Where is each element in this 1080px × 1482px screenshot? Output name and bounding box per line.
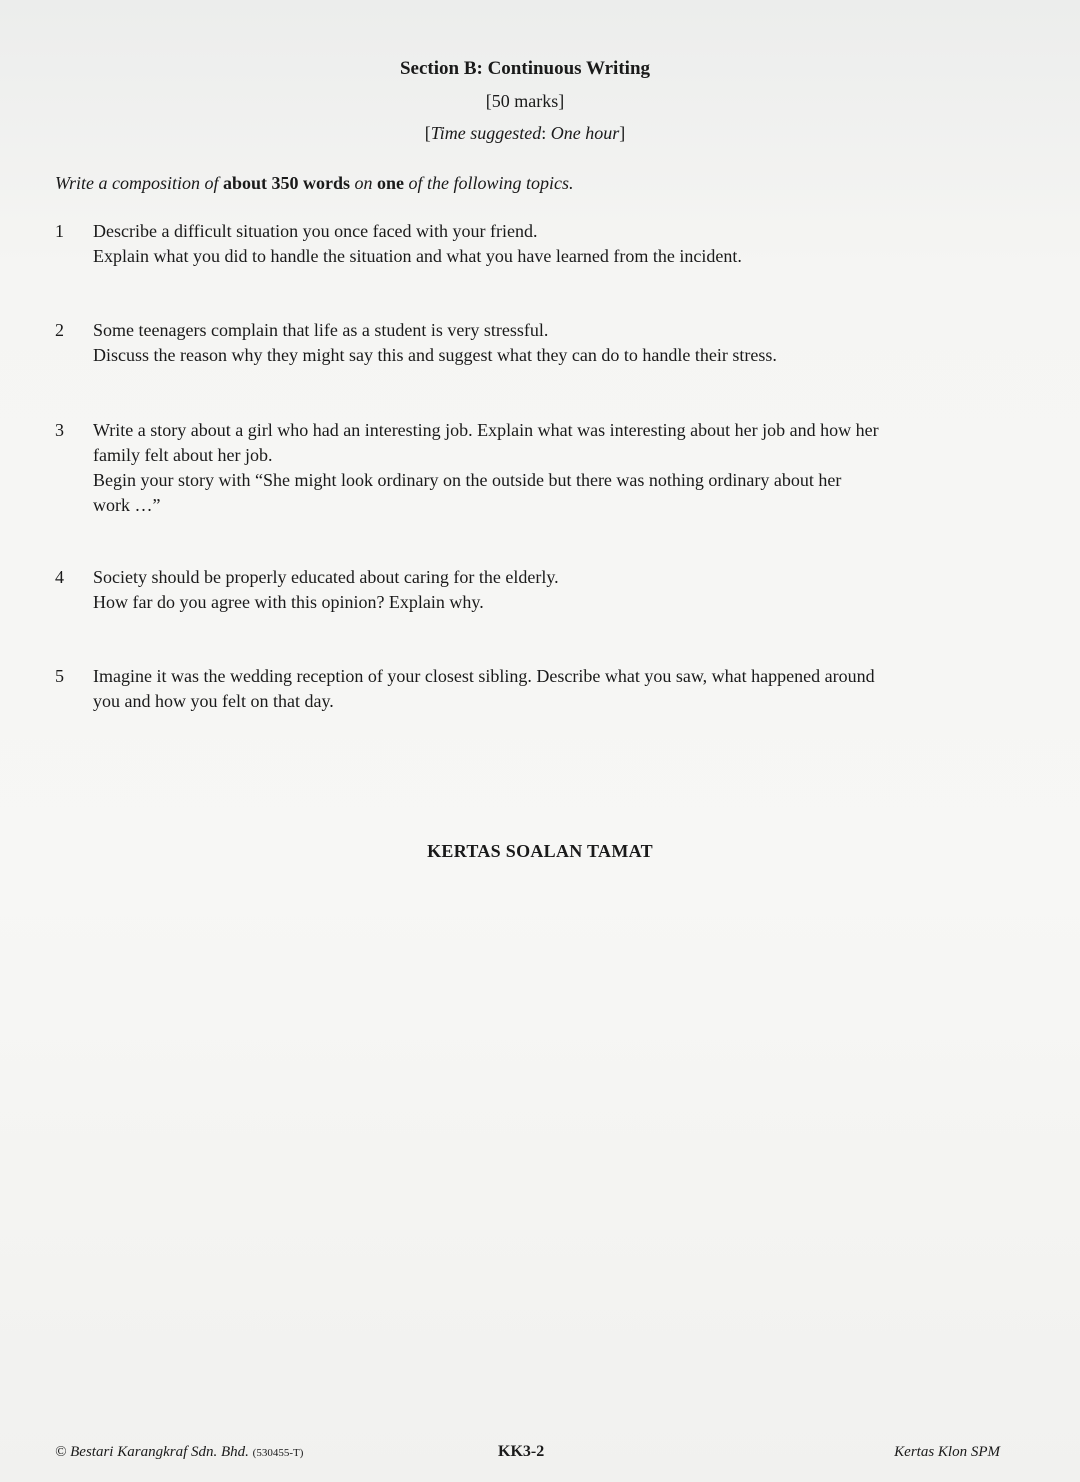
footer-copyright — [55, 1440, 303, 1465]
question-number: 3 — [55, 420, 64, 440]
question-text — [93, 565, 1003, 615]
question-text — [93, 418, 1003, 518]
question-3 — [55, 418, 1005, 518]
section-header — [0, 56, 1080, 146]
question-number: 2 — [55, 320, 64, 340]
question-line: work …” — [93, 495, 161, 515]
question-text — [93, 318, 1003, 368]
instruction-one: one — [377, 173, 405, 193]
question-number: 5 — [55, 666, 64, 686]
instruction-part: Write a composition of — [55, 173, 223, 193]
question-number: 1 — [55, 221, 64, 241]
time-colon: : — [541, 123, 551, 143]
section-marks: [50 marks] — [485, 91, 565, 111]
page-footer — [55, 1440, 1000, 1464]
question-line: Describe a difficult situation you once faced with your friend. — [93, 221, 538, 241]
question-1 — [55, 219, 1005, 269]
section-title: Section B: Continuous Writing — [399, 58, 651, 79]
time-bracket-open: [ — [424, 123, 431, 143]
question-line: Some teenagers complain that life as a student is very stressful. — [93, 320, 549, 340]
footer-publisher: © Bestari Karangkraf Sdn. Bhd. — [55, 1444, 249, 1460]
question-line: Begin your story with “She might look ordinary on the outside but there was nothing ordinary about her — [93, 470, 842, 490]
question-line: Imagine it was the wedding reception of your closest sibling. Describe what you saw, what happened around — [93, 666, 875, 686]
question-5 — [55, 664, 1005, 714]
question-text — [93, 664, 1003, 714]
instruction-text — [55, 170, 574, 196]
question-line: Write a story about a girl who had an interesting job. Explain what was interesting about her job and how her — [93, 420, 879, 440]
time-suggested — [0, 120, 1080, 146]
footer-series: Kertas Klon SPM — [894, 1444, 1000, 1460]
instruction-part: on — [350, 173, 378, 193]
instruction-part: of the following topics. — [404, 173, 574, 193]
instruction-word-count: about 350 words — [223, 173, 351, 193]
question-line: Explain what you did to handle the situation and what you have learned from the incident. — [93, 246, 742, 266]
question-line: How far do you agree with this opinion? Explain why. — [93, 592, 484, 612]
question-line: you and how you felt on that day. — [93, 691, 334, 711]
footer-page-code: KK3-2 — [498, 1443, 545, 1460]
question-line: family felt about her job. — [93, 445, 273, 465]
question-line: Discuss the reason why they might say this and suggest what they can do to handle their stress. — [93, 345, 777, 365]
question-number: 4 — [55, 567, 64, 587]
question-2 — [55, 318, 1005, 368]
question-text — [93, 219, 1003, 269]
time-label: Time suggested — [430, 123, 542, 143]
question-line: Society should be properly educated about caring for the elderly. — [93, 567, 559, 587]
question-4 — [55, 565, 1005, 615]
time-bracket-close: ] — [619, 123, 626, 143]
end-of-paper-title: KERTAS SOALAN TAMAT — [427, 841, 653, 861]
time-value: One hour — [550, 123, 620, 143]
footer-registration: (530455-T) — [252, 1447, 304, 1459]
